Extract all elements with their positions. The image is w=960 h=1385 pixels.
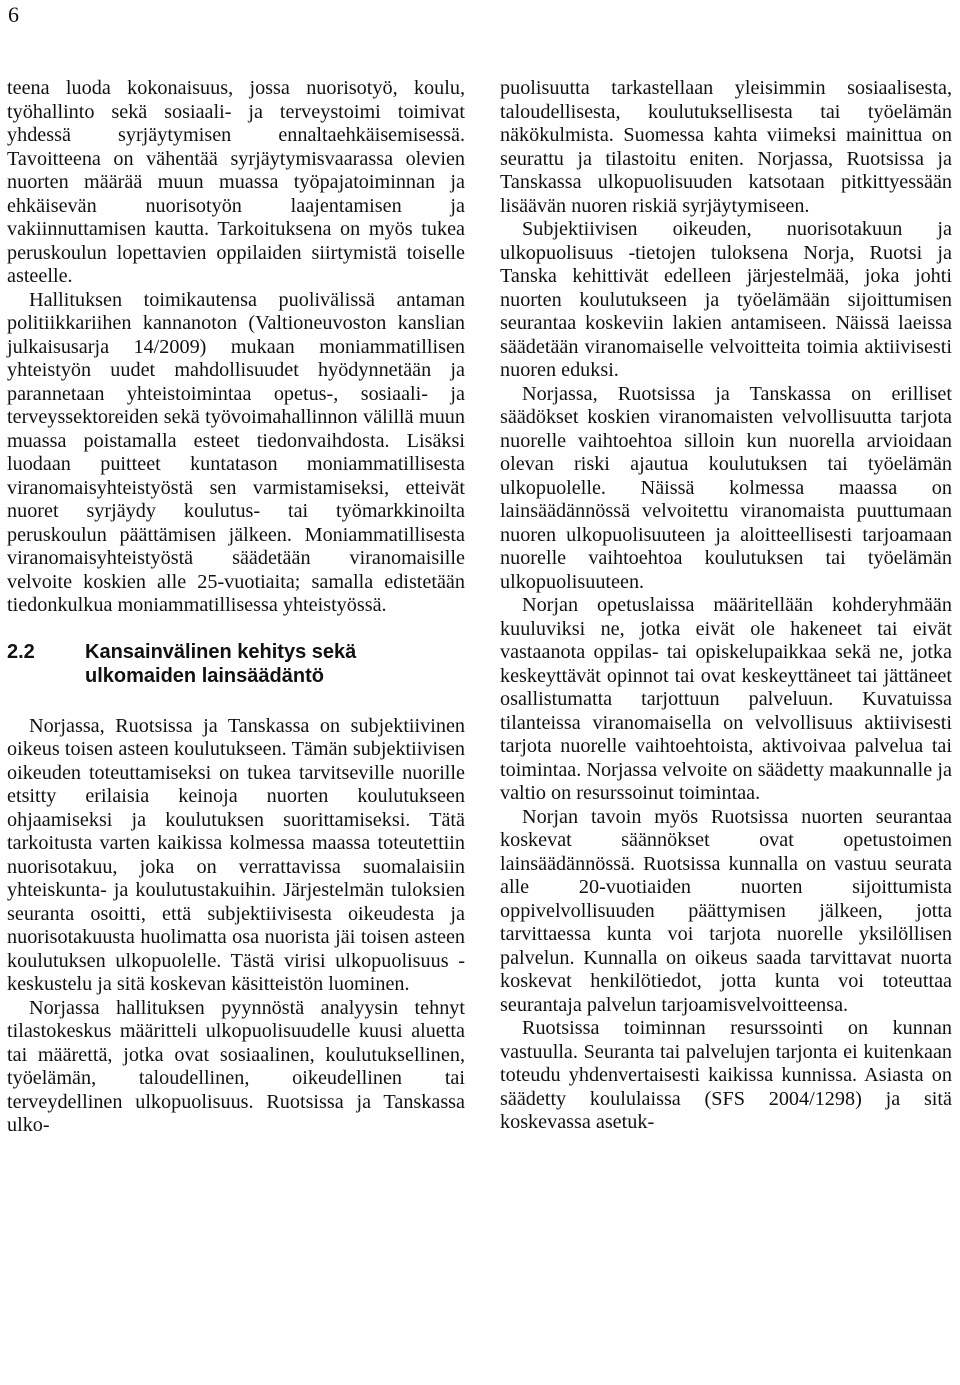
paragraph: Ruotsissa toiminnan resurssointi on kunnan vastuulla. Seuranta tai palvelujen tarjonta ei kuitenkaan toteudu yhdenvertaisesti kaikissa kunnissa. Asiasta on säädetty koululaissa (SFS 2004/1298) ja sitä koskevassa asetuk-: [500, 1017, 952, 1133]
paragraph: Subjektiivisen oikeuden, nuorisotakuun ja ulkopuolisuus -tietojen tuloksena Norja, Ruotsi ja Tanska kehittivät edelleen järjestelmää, joka johti nuorten koulutukseen ja työelämään sijoittumisen seurantaa koskeviin lakien antamiseen. Näissä laeissa säädetään viranomaiselle velvoitteita toimia aktiivisesti nuoren eduksi.: [500, 218, 952, 381]
section-number: 2.2: [7, 640, 35, 663]
paragraph: Hallituksen toimikautensa puolivälissä antaman politiikkariihen kannanoton (Valtioneuvoston kanslian julkaisusarja 14/2009) mukaan moniammatillisen yhteistyön uudet mahdollisuudet hyödynnetään ja parannetaan yhteistoimintaa opetus-, sosiaali- ja terveyssektoreiden sekä työvoimahallinnon välillä muun muassa poistamalla esteet tiedonvaihdosta. Lisäksi luodaan puitteet kuntatason moniammatillisesta viranomaisyhteistyöstä sen varmistamiseksi, etteivät nuoret syrjäydy koulutus- tai työmarkkinoilta peruskoulun päättämisen jälkeen. Moniammatillisesta viranomaisyhteistyöstä säädetään viranomaisille velvoite koskien alle 25-vuotiaita; samalla edistetään tiedonkulkua moniammatillisessa yhteistyössä.: [7, 288, 465, 616]
section-heading: [7, 640, 465, 689]
paragraph: Norjassa, Ruotsissa ja Tanskassa on erilliset säädökset koskien viranomaisten velvollisuutta tarjota nuorelle vaihtoehtoa silloin kun nuorella arvioidaan olevan riski ajautua koulutuksen tai työelämän ulkopuolelle. Näissä kolmessa maassa on lainsäädännössä velvoitettu viranomaista puuttumaan nuoren ulkopuolisuuteen ja aloitteellisesti tarjoamaan nuorelle vaihtoehtoa koulutuksen tai työelämän ulkopuolisuuteen.: [500, 382, 952, 593]
paragraph: Norjassa hallituksen pyynnöstä analyysin tehnyt tilastokeskus määritteli ulkopuolisuudelle kuusi aluetta tai määrettä, jotka ovat sosiaalinen, koulutuksellinen, työelämän, taloudellinen, oikeudellinen tai terveydellinen ulkopuolisuus. Ruotsissa ja Tanskassa ulko-: [7, 996, 465, 1136]
paragraph: Norjan opetuslaissa määritellään kohderyhmään kuuluviksi ne, jotka eivät ole hakeneet tai eivät vastaanota oppilas- tai opiskelupaikkaa sekä ne, jotka keskeyttävät opinnot tai ovat keskeyttäneet tai jättäneet osallistumatta tarjottuun palveluun. Kuvatuissa tilanteissa viranomaisella on velvollisuus aktiivisesti tarjota nuorelle vaihtoehtoista, aktivoivaa palvelua tai toimintaa. Norjassa velvoite on säädetty maakunnalle ja valtio on resurssoinut toimintaa.: [500, 594, 952, 804]
right-column: [500, 77, 952, 1135]
paragraph: Norjassa, Ruotsissa ja Tanskassa on subjektiivinen oikeus toisen asteen koulutukseen. Tämän subjektiivisen oikeuden toteuttamiseksi on tukea tarvitseville nuorille etsitty erilaisia keinoja nuorten koulutukseen ohjaamiseksi ja koulutuksen suorittamiseksi. Tätä tarkoitusta varten kaikissa kolmessa maassa toteutettiin nuorisotakuu, joka on verrattavissa suomalaisiin yhteiskunta- ja koulutustakuihin. Järjestelmän tuloksien seuranta osoitti, että subjektiivisesta oikeudesta ja nuorisotakuusta huolimatta osa nuorista jäi toisen asteen koulutuksen ulkopuolelle. Tästä virisi ulkopuolisuus -keskustelu ja sitä koskevan käsitteistön luominen.: [7, 714, 465, 995]
section-title: Kansainvälinen kehitys sekä ulkomaiden lainsäädäntö: [85, 640, 357, 687]
left-column: [7, 77, 465, 1138]
paragraph: puolisuutta tarkastellaan yleisimmin sosiaalisesta, taloudellisesta, koulutuksellisesta tai työelämän näkökulmista. Suomessa kahta viimeksi mainittua on seurattu ja tilastoitu eniten. Norjassa, Ruotsissa ja Tanskassa ulkopuolisuuden katsotaan pitkittyessään lisäävän nuoren riskiä syrjäytymiseen.: [500, 77, 952, 217]
page-number: 6: [8, 2, 19, 27]
paragraph: teena luoda kokonaisuus, jossa nuorisotyö, koulu, työhallinto sekä sosiaali- ja terveystoimi toimivat yhdessä syrjäytymisen ennaltaehkäisemisessä. Tavoitteena on vähentää syrjäytymisvaarassa olevien nuorten määrää muun muassa työpajatoiminnan ja ehkäisevän nuorisotyön laajentamisen ja vakiinnuttamisen kautta. Tarkoituksena on myös tukea peruskoulun lopettavien oppilaiden siirtymistä toiselle asteelle.: [7, 77, 465, 287]
paragraph: Norjan tavoin myös Ruotsissa nuorten seurantaa koskevat säännökset ovat opetustoimen lainsäädännössä. Ruotsissa kunnalla on vastuu seurata alle 20-vuotiaiden nuorten sijoittumista oppivelvollisuuden päättymisen jälkeen, jotta tarvittaessa kunta voi tarjota nuorelle yksilöllisen palvelun. Kunnalla on oikeus saada tarvittavat nuorta koskevat henkilötiedot, jotta kunta voi toteuttaa seurantaja palvelun tarjoamisvelvoitteensa.: [500, 805, 952, 1016]
